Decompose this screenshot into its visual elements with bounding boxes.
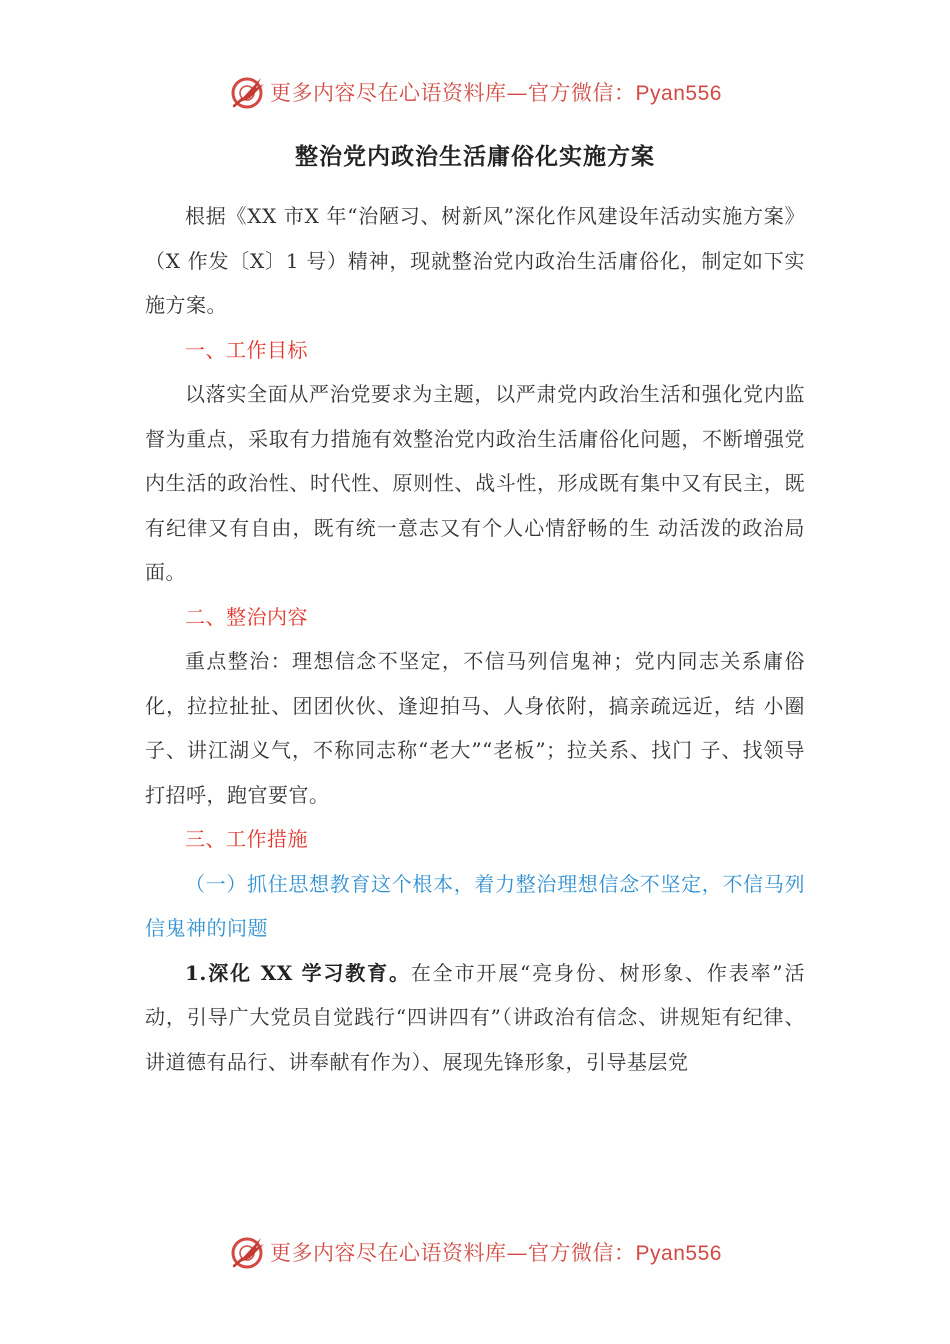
section-heading-content: 二、整治内容: [185, 604, 308, 629]
quill-logo-icon: [228, 72, 268, 112]
item-1-lead: 1.深化 XX 学习教育。: [185, 960, 411, 985]
watermark-text: 更多内容尽在心语资料库—官方微信：Pyan556: [270, 81, 722, 105]
watermark-text: 更多内容尽在心语资料库—官方微信：Pyan556: [270, 1241, 722, 1265]
section-heading-goals: 一、工作目标: [185, 337, 308, 362]
quill-logo-icon: [228, 1232, 268, 1272]
content-paragraph: 重点整治：理想信念不坚定，不信马列信鬼神；党内同志关系庸俗化，拉拉扯扯、团团伙伙、逢迎拍马、人身依附，搞亲疏远近，结 小圈子、讲江湖义气，不称同志称“老大”“老板”；拉关系、找门 子、找领导打招呼，跑官要官。: [145, 649, 805, 807]
document-title: 整治党内政治生活庸俗化实施方案: [295, 143, 655, 170]
document-body: [145, 194, 805, 1084]
intro-paragraph: 根据《XX 市X 年“治陋习、树新风”深化作风建设年活动实施方案》（X 作发〔X〕1 号）精神，现就整治党内政治生活庸俗化，制定如下实施方案。: [145, 204, 805, 317]
item-1-paragraph: [145, 951, 805, 1085]
section-heading-measures: 三、工作措施: [185, 827, 308, 851]
subsection-heading-education: （一）抓住思想教育这个根本，着力整治理想信念不坚定，不信马列信鬼神的问题: [145, 871, 805, 940]
goals-paragraph: 以落实全面从严治党要求为主题，以严肃党内政治生活和强化党内监督为重点，采取有力措施有效整治党内政治生活庸俗化问题，不断增强党内生活的政治性、时代性、原则性、战斗性，形成既有集中又有民主，既有纪律又有自由，既有统一意志又有个人心情舒畅的生 动活泼的政治局面。: [145, 382, 805, 584]
footer-watermark: [0, 1232, 950, 1272]
item-1-text: 在全市开展“亮身份、树形象、作表率”活动，引导广大党员自觉践行“四讲四有”（讲政治有信念、讲规矩有纪律、讲道德有品行、讲奉献有作为）、展现先锋形象，引导基层党: [145, 960, 805, 1074]
header-watermark: [0, 72, 950, 112]
